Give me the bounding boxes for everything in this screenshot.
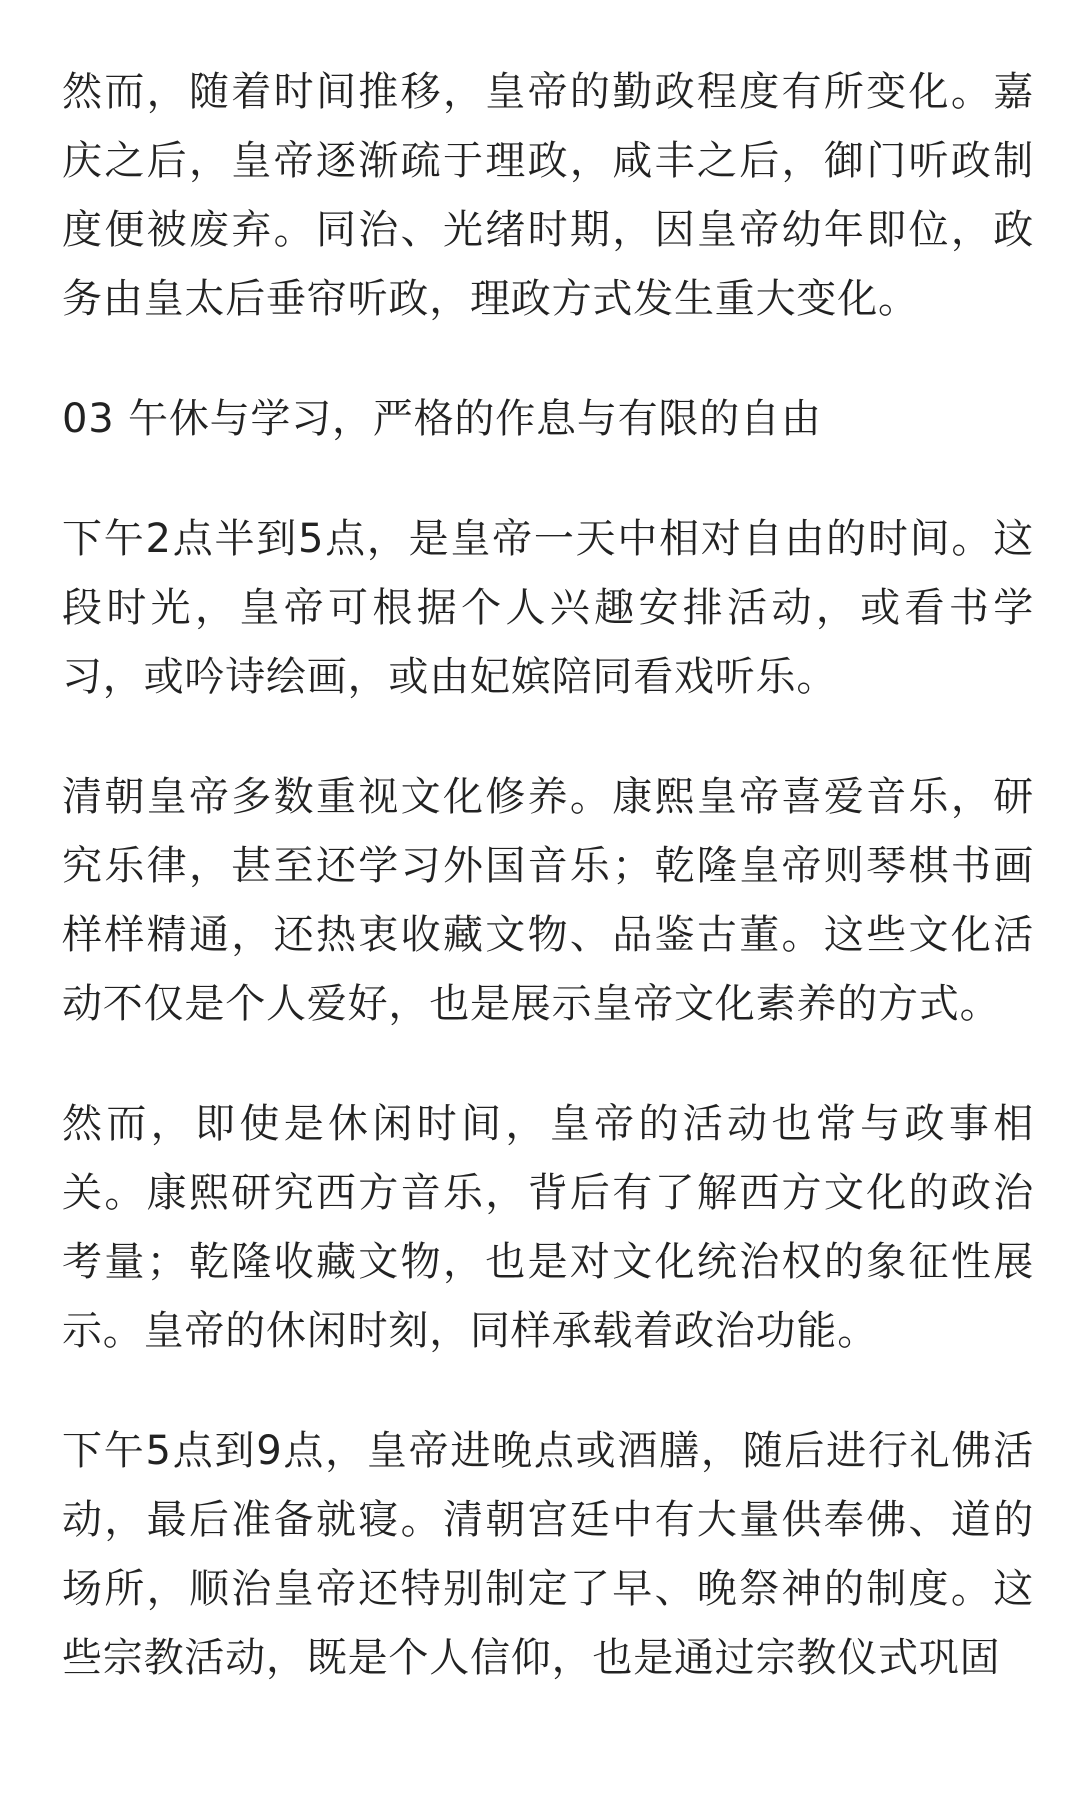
- paragraph-evening-religion: 下午5点到9点，皇帝进晚点或酒膳，随后进行礼佛活动，最后准备就寝。清朝宫廷中有大量供奉佛、道的场所，顺治皇帝还特别制定了早、晚祭神的制度。这些宗教活动，既是个人信仰，也是通过宗教仪式巩固: [62, 1428, 1034, 1681]
- paragraph-afternoon-free-time: 下午2点半到5点，是皇帝一天中相对自由的时间。这段时光，皇帝可根据个人兴趣安排活动，或看书学习，或吟诗绘画，或由妃嫔陪同看戏听乐。: [62, 516, 1034, 700]
- paragraph-leisure-politics: 然而，即使是休闲时间，皇帝的活动也常与政事相关。康熙研究西方音乐，背后有了解西方文化的政治考量；乾隆收藏文物，也是对文化统治权的象征性展示。皇帝的休闲时刻，同样承载着政治功能。: [62, 1101, 1034, 1354]
- section-heading-03: 03 午休与学习，严格的作息与有限的自由: [62, 396, 822, 442]
- paragraph-emperor-diligence: 然而，随着时间推移，皇帝的勤政程度有所变化。嘉庆之后，皇帝逐渐疏于理政，咸丰之后，御门听政制度便被废弃。同治、光绪时期，因皇帝幼年即位，政务由皇太后垂帘听政，理政方式发生重大变化。: [62, 69, 1034, 322]
- paragraph-cultural-cultivation: 清朝皇帝多数重视文化修养。康熙皇帝喜爱音乐，研究乐律，甚至还学习外国音乐；乾隆皇帝则琴棋书画样样精通，还热衷收藏文物、品鉴古董。这些文化活动不仅是个人爱好，也是展示皇帝文化素养的方式。: [62, 774, 1034, 1027]
